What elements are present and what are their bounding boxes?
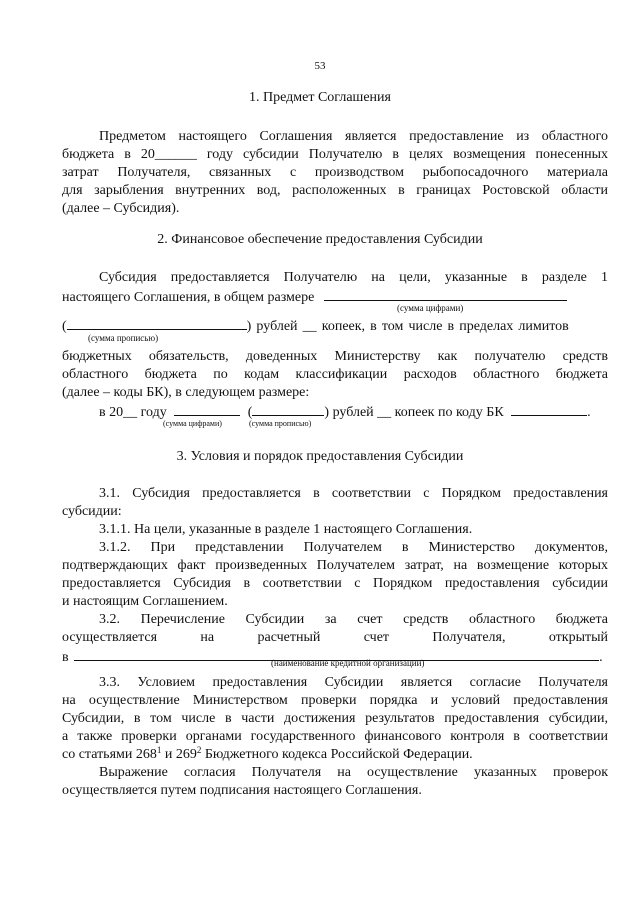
s2-line-3-rest: ) рублей __ копеек, в том числе в пределах лимитов: [246, 319, 569, 334]
p32-suffix: .: [599, 650, 603, 665]
p33-l5-c: Бюджетного кодекса Российской Федерации.: [201, 747, 473, 762]
p34-line-2: осуществляется путем подписания настоящего Соглашения.: [62, 783, 422, 798]
s3-paragraph-3-1: [62, 485, 608, 647]
bk-code-blank[interactable]: [511, 402, 587, 416]
s1-line-1: Предметом настоящего Соглашения является предоставление из областного: [99, 129, 608, 144]
s2-line-3-open: (: [62, 319, 67, 334]
p33-line-3: Субсидии, в том числе в части достижения результатов предоставления субсидии,: [62, 711, 608, 726]
s2-line-4: бюджетных обязательств, доведенных Министерству как получателю средств: [62, 349, 608, 364]
p32-line-2: осуществляется на расчетный счет Получателя, открытый: [62, 630, 608, 645]
p34-line-1: Выражение согласия Получателя на осуществление указанных проверок: [99, 765, 608, 780]
p32-prefix: в: [62, 650, 69, 665]
s2-year-text: в 20__ году: [99, 405, 167, 420]
section-1-paragraph: [62, 128, 608, 218]
s2-open-paren: (: [247, 405, 253, 420]
p33-line-4: а также проверки органами государственного финансового контроля в соответствии: [62, 729, 608, 744]
p312-line-1: 3.1.2. При представлении Получателем в Министерство документов,: [99, 540, 608, 555]
page-number: 53: [314, 60, 326, 72]
p33-line-2: на осуществление Министерством проверки порядка и условий предоставления: [62, 693, 608, 708]
s3-paragraph-3-3: [62, 674, 608, 800]
s1-line-2: бюджета в 20______ году субсидии Получателю в целях возмещения понесенных: [62, 147, 608, 162]
superscript-1: 1: [156, 745, 162, 755]
year-amount-digits-blank[interactable]: [174, 402, 240, 416]
s1-line-3: затрат Получателя, связанных с производством рыбопосадочного материала: [62, 165, 608, 180]
p33-line-1: 3.3. Условием предоставления Субсидии является согласие Получателя: [99, 675, 608, 690]
s2-line-2-text: настоящего Соглашения, в общем размере: [62, 290, 315, 305]
s2-line-7-rest: ) рублей __ копеек по коду БК: [324, 405, 504, 420]
year-amount-words-blank[interactable]: [252, 402, 324, 416]
s2-line-2: [62, 287, 608, 307]
p312-line-3: предоставляется Субсидия в соответствии с Порядком предоставления субсидии: [62, 576, 608, 591]
section-3-title: 3. Условия и порядок предоставления Субсидии: [176, 449, 464, 464]
s1-line-4: для зарыбления внутренних вод, расположенных в границах Ростовской области: [62, 183, 608, 198]
p312-line-4: и настоящим Соглашением.: [62, 594, 228, 609]
caption-sum-words: (сумма прописью): [88, 333, 159, 343]
p312-line-2: подтверждающих факт произведенных Получателем затрат, на возмещение которых: [62, 558, 608, 573]
s2-line-1-text: Субсидия предоставляется Получателю на цели, указанные в разделе 1: [99, 270, 608, 285]
total-amount-words-blank[interactable]: [67, 316, 247, 330]
s2-continuation: [62, 348, 608, 402]
p311-line: 3.1.1. На цели, указанные в разделе 1 настоящего Соглашения.: [99, 522, 473, 537]
p32-line-1: 3.2. Перечисление Субсидии за счет средств областного бюджета: [99, 612, 608, 627]
s2-line-5: областного бюджета по кодам классификации расходов областного бюджета: [62, 367, 608, 382]
caption-small-digits: (сумма цифрами): [163, 419, 222, 428]
total-amount-digits-blank[interactable]: [324, 287, 567, 301]
section-2-title: 2. Финансовое обеспечение предоставления Субсидии: [157, 232, 483, 247]
s2-line-1: [62, 269, 608, 287]
p33-l5-b: и 269: [161, 747, 197, 762]
p33-l5-a: со статьями 268: [62, 747, 157, 762]
caption-small-words: (сумма прописью): [249, 419, 312, 428]
superscript-2: 2: [196, 745, 202, 755]
caption-bank-name: (наименование кредитной организации): [271, 658, 425, 668]
caption-sum-digits: (сумма цифрами): [397, 303, 464, 313]
p31-line-2: субсидии:: [62, 504, 122, 519]
s2-line-7-end: .: [587, 405, 591, 420]
s2-line-7: [62, 402, 640, 422]
section-1-title: 1. Предмет Соглашения: [249, 90, 391, 105]
s2-line-6: (далее – коды БК), в следующем размере:: [62, 385, 310, 400]
s1-line-5: (далее – Субсидия).: [62, 201, 180, 216]
p31-line-1: 3.1. Субсидия предоставляется в соответствии с Порядком предоставления: [99, 486, 608, 501]
p33-line-5: [62, 746, 608, 764]
